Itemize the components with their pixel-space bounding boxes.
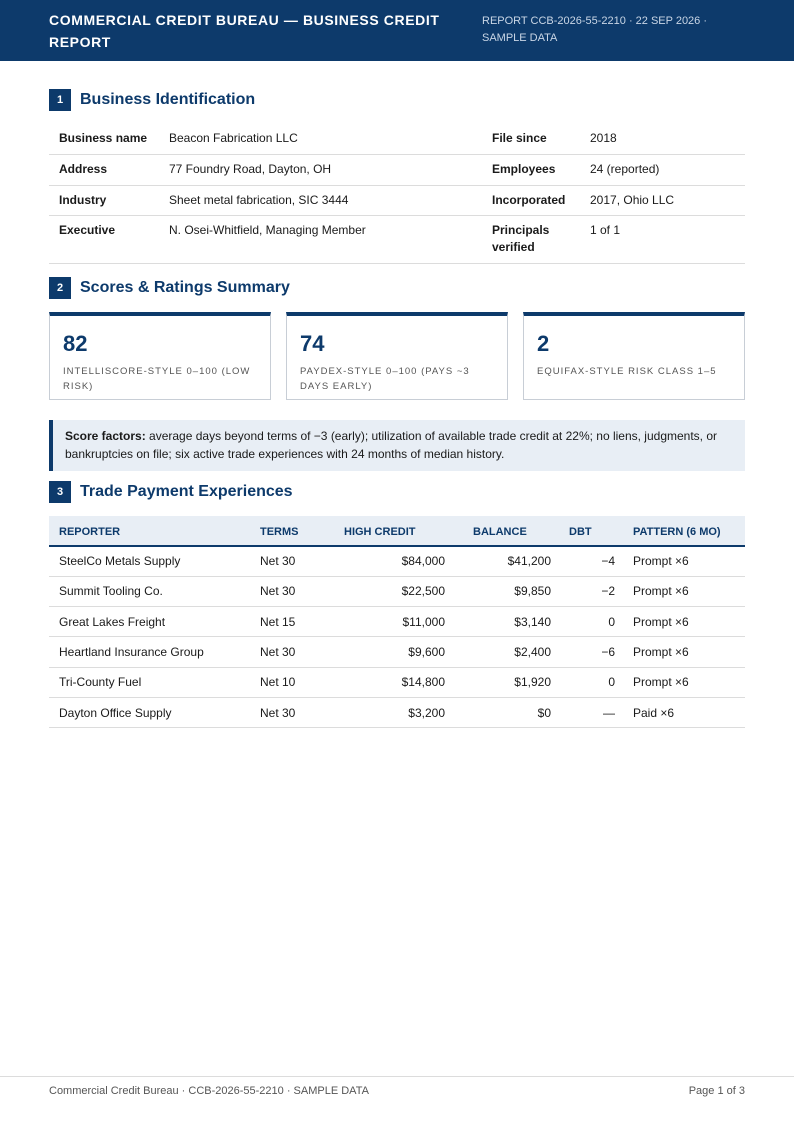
cell-high-credit: $3,200 [330,697,455,727]
cell-terms: Net 30 [260,637,330,667]
field-label: Business name [49,123,169,154]
score-value: 74 [300,331,325,356]
field-label: Executive [49,215,169,263]
identification-table [49,123,745,264]
score-value: 82 [63,331,88,356]
cell-high-credit: $14,800 [330,667,455,697]
score-label: EQUIFAX-STYLE RISK CLASS 1–5 [537,366,717,377]
report-header [0,0,794,61]
field-value: 2018 [590,123,745,154]
field-value: Beacon Fabrication LLC [169,123,492,154]
cell-balance: $3,140 [455,607,561,637]
section-trade-heading [49,481,293,503]
table-row [49,215,745,263]
table-row [49,667,745,697]
footer-divider [0,1076,794,1077]
section-number: 1 [49,89,71,111]
table-row [49,637,745,667]
cell-high-credit: $22,500 [330,576,455,606]
table-row [49,154,745,185]
cell-terms: Net 30 [260,697,330,727]
table-row [49,697,745,727]
field-label: Principals verified [492,215,590,263]
column-header-reporter: REPORTER [49,516,260,546]
cell-high-credit: $11,000 [330,607,455,637]
cell-terms: Net 30 [260,546,330,576]
cell-dbt: 0 [561,667,623,697]
table-row [49,576,745,606]
field-value: 1 of 1 [590,215,745,263]
report-title: COMMERCIAL CREDIT BUREAU — BUSINESS CREDIT REPORT [49,12,440,50]
trade-experiences-table [49,516,745,728]
cell-pattern: Prompt ×6 [623,607,745,637]
cell-reporter: Tri-County Fuel [49,667,260,697]
score-value: 2 [537,331,550,356]
table-row [49,185,745,215]
table-row [49,546,745,576]
section-title: Business Identification [80,91,256,108]
field-label: Industry [49,185,169,215]
footer-text: Commercial Credit Bureau · CCB-2026-55-2210 · SAMPLE DATA [49,1085,369,1097]
column-header-terms: TERMS [260,516,330,546]
cell-dbt: 0 [561,607,623,637]
column-header-high-credit: HIGH CREDIT [330,516,455,546]
field-value: 24 (reported) [590,154,745,185]
score-factors-label: Score factors: [65,429,146,443]
column-header-balance: BALANCE [455,516,561,546]
table-header-row [49,516,745,546]
cell-balance: $0 [455,697,561,727]
cell-reporter: Heartland Insurance Group [49,637,260,667]
field-label: Address [49,154,169,185]
cell-high-credit: $84,000 [330,546,455,576]
cell-pattern: Prompt ×6 [623,576,745,606]
cell-reporter: Great Lakes Freight [49,607,260,637]
cell-dbt: −2 [561,576,623,606]
cell-balance: $1,920 [455,667,561,697]
score-card-risk-class [523,312,745,400]
section-number: 3 [49,481,71,503]
score-card-intelliscore [49,312,271,400]
score-label: INTELLISCORE-STYLE 0–100 (LOW RISK) [63,366,251,392]
table-row [49,607,745,637]
cell-balance: $41,200 [455,546,561,576]
report-meta: REPORT CCB-2026-55-2210 · 22 SEP 2026 · SAMPLE DATA [482,15,708,44]
cell-terms: Net 15 [260,607,330,637]
section-identification-heading [49,89,255,111]
field-label: File since [492,123,590,154]
section-title: Trade Payment Experiences [80,483,293,500]
column-header-dbt: DBT [561,516,623,546]
field-value: 2017, Ohio LLC [590,185,745,215]
field-value: 77 Foundry Road, Dayton, OH [169,154,492,185]
field-label: Employees [492,154,590,185]
table-row [49,123,745,154]
cell-pattern: Prompt ×6 [623,667,745,697]
cell-pattern: Paid ×6 [623,697,745,727]
section-scores-heading [49,277,290,299]
cell-balance: $2,400 [455,637,561,667]
cell-dbt: — [561,697,623,727]
score-label: PAYDEX-STYLE 0–100 (PAYS ~3 DAYS EARLY) [300,366,470,392]
field-label: Incorporated [492,185,590,215]
score-factors-note [49,420,745,471]
cell-terms: Net 30 [260,576,330,606]
cell-reporter: Summit Tooling Co. [49,576,260,606]
field-value: N. Osei-Whitfield, Managing Member [169,215,492,263]
cell-pattern: Prompt ×6 [623,546,745,576]
cell-dbt: −6 [561,637,623,667]
page-number: Page 1 of 3 [688,1085,745,1097]
section-title: Scores & Ratings Summary [80,279,290,296]
score-card-paydex [286,312,508,400]
score-factors-text: average days beyond terms of −3 (early); utilization of available trade credit at 22%; no liens, judgments, or bankruptcies on file; six active trade experiences with 24 months of median history. [65,429,718,461]
cell-pattern: Prompt ×6 [623,637,745,667]
column-header-pattern: PATTERN (6 MO) [623,516,745,546]
cell-high-credit: $9,600 [330,637,455,667]
cell-terms: Net 10 [260,667,330,697]
field-value: Sheet metal fabrication, SIC 3444 [169,185,492,215]
cell-balance: $9,850 [455,576,561,606]
cell-reporter: Dayton Office Supply [49,697,260,727]
cell-reporter: SteelCo Metals Supply [49,546,260,576]
section-number: 2 [49,277,71,299]
cell-dbt: −4 [561,546,623,576]
